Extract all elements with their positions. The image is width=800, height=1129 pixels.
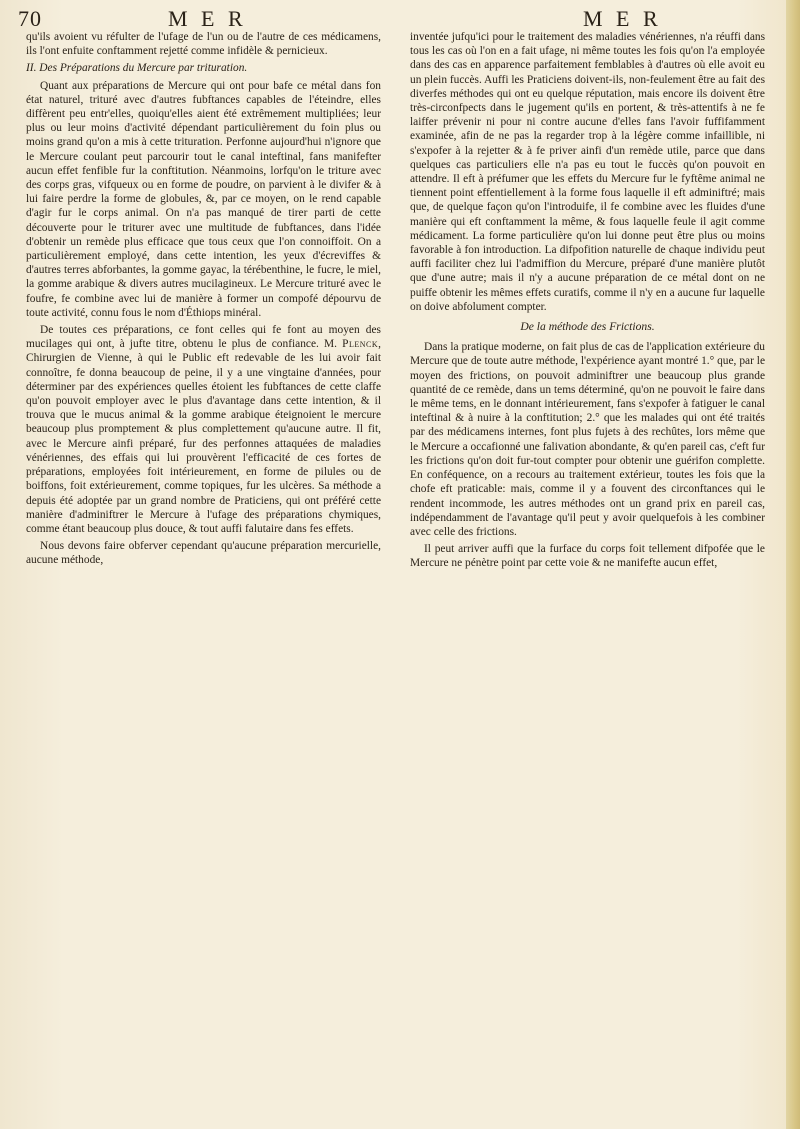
paragraph: inventée jufqu'ici pour le traitement des maladies vénériennes, n'a réuffi dans tous les cas où l'on en a fait ufage, ni même toutes les fois qu'on l'a employée dans des cas en apparence parfaitement femblables à d'autres où elle avoit eu un plein fuccès. Auffi les Praticiens doivent-ils, non-feulement être au fait des diverfes méthodes qui ont eu quelque réputation, mais encore ils doivent être très-circonfpects dans le jugement qu'ils en portent, & très-attentifs à ne fe laiffer prévenir ni pour ni contre aucune d'elles fans l'avoir fuffifamment examinée, afin de ne pas la regarder trop à la légère comme infaillible, ni s'expofer à la rejetter & à fe priver ainfi d'un remède utile, parce que dans quelques cas particuliers elle n'a pas eu tout le fuccès qu'on pouvoit en attendre. Il eft à préfumer que les effets du Mercure fur le fyftême animal ne tiennent point effentiellement à la forme fous laquelle il eft adminiftré; mais que, de quelque façon qu'on l'introduife, il fe combine avec les fluides d'une manière qui eft conftamment la même, & fous laquelle feule il agit comme médicament. La forme particulière qu'on lui donne peut être plus ou moins favorable à fon introduction. La difpofition naturelle de chaque individu peut auffi faciliter chez lui l'admiffion du Mercure, préparé d'une manière plutôt que d'une autre; mais il n'y a aucune préparation de ce métal dont on ne puiffe obtenir les mêmes effets curatifs, comme il n'y en a aucune fur laquelle on doive abfolument compter.: [410, 31, 766, 313]
paragraph: Dans la pratique moderne, on fait plus de cas de l'application extérieure du Mercure que de toute autre méthode, l'expérience ayant montré 1.° que, par le moyen des frictions, on pouvoit adminiftrer une beaucoup plus grande quantité de ce remède, dans un tems déterminé, qu'on ne pouvoit le faire dans le même tems, en le donnant intérieurement, fans s'expofer à fatiguer le canal inteftinal & à nuire à la conftitution; 2.° que les malades qui ont été traités par des médicamens internes, font plus fujets à des rechûtes, lors même que le Mercure a occafionné une falivation abondante, & qu'en pareil cas, c'eft fur les frictions qu'on doit fur-tout compter pour obtenir une guérifon complette. En conféquence, on a recours au traitement extérieur, toutes les fois que la chofe eft praticable: mais, comme il y a fouvent des circonftances qui le rendent incommode, les autres méthodes ont un grand prix en pareil cas, indépendamment de l'avantage qu'il peut y avoir quelquefois à les combiner avec celle des frictions.: [410, 341, 765, 538]
running-title-right: M E R: [583, 6, 662, 31]
paragraph: qu'ils avoient vu réfulter de l'ufage de l'un ou de l'autre de ces médicamens, ils l'ont enfuite conftamment rejetté comme infidèle & pernicieux.: [26, 31, 381, 58]
paragraph: Nous devons faire obferver cependant qu'aucune préparation mercurielle, aucune méthode,: [26, 540, 381, 567]
author-name: Plenck: [342, 338, 379, 351]
paragraph-text: , Chirurgien de Vienne, à qui le Public eft redevable de les lui avoir fait connoître, fe donna beaucoup de peine, il y a une vingtaine d'années, pour déterminer par des expériences quelles étoient les fubftances de cette claffe qu'on pouvoit employer avec le plus d'avantage dans cette intention, & il trouva que le mucus animal & la gomme arabique éteignoient le mercure beaucoup plus promptement & plus complettement qu'aucune autre. Il fit, avec le Mercure ainfi préparé, fur des perfonnes attaquées de maladies vénériennes, des effais qui lui prouvèrent l'efficacité de ces fortes de préparations, employées foit intérieurement, en forme de pilules ou de boiffons, foit extérieurement, comme topiques, fur les ulcères. Sa méthode a depuis été adoptée par un grand nombre de Praticiens, qui ont préféré cette manière d'adminiftrer le Mercure à l'ufage des préparations chymiques, comme étant beaucoup plus douce, & tout auffi falutaire dans fes effets.: [26, 338, 381, 535]
paragraph: Quant aux préparations de Mercure qui ont pour bafe ce métal dans fon état naturel, trituré avec d'autres fubftances capables de l'éteindre, elles diffèrent peu entr'elles, quoiqu'elles aient été extrêmement multipliées; leur plus ou leur moins d'activité dépendant particulièrement du foin plus ou moins grand qu'on a mis à cette trituration. Perfonne aujourd'hui n'ignore que le Mercure coulant peut parcourir tout le canal inteftinal, fans manifefter aucun effet fenfible fur la conftitution. Néanmoins, lorfqu'on le triture avec des corps gras, vifqueux ou en forme de poudre, on parvient à le divifer & à lui faire perdre la forme de globules, &, par ce moyen, on le rend capable d'agir fur le corps animal. On n'a pas manqué de tirer parti de cette découverte pour le triturer avec une multitude de fubftances, dans l'idée d'obtenir un remède plus efficace que tous ceux que l'on connoiffoit. On a particulièrement employé, dans cette intention, les yeux d'écreviffes & d'autres terres abforbantes, la gomme gayac, la térébenthine, le fucre, le miel, la gomme arabique & divers autres mucilagineux. Le Mercure trituré avec le foufre, fe combine avec lui de manière à former un compofé dépourvu de toute activité, connu fous le nom d'Éthiops minéral.: [26, 79, 381, 319]
paragraph-text: De toutes ces préparations, ce font celles qui fe font au moyen des mucilages qui ont, à jufte titre, obtenu le plus de confiance. M.: [26, 324, 381, 351]
page-edge: [786, 0, 800, 1129]
running-title-left: M E R: [168, 6, 247, 31]
right-column: [410, 30, 765, 574]
section-heading: II. Des Préparations du Mercure par trituration.: [26, 62, 248, 75]
paragraph: [26, 323, 381, 536]
paragraph: Il peut arriver auffi que la furface du corps foit tellement difpofée que le Mercure ne pénètre point par cette voie & ne manifefte aucun effet,: [410, 543, 765, 570]
page-number: 70: [18, 6, 42, 31]
section-heading: De la méthode des Frictions.: [520, 320, 655, 334]
left-column: [26, 30, 381, 571]
